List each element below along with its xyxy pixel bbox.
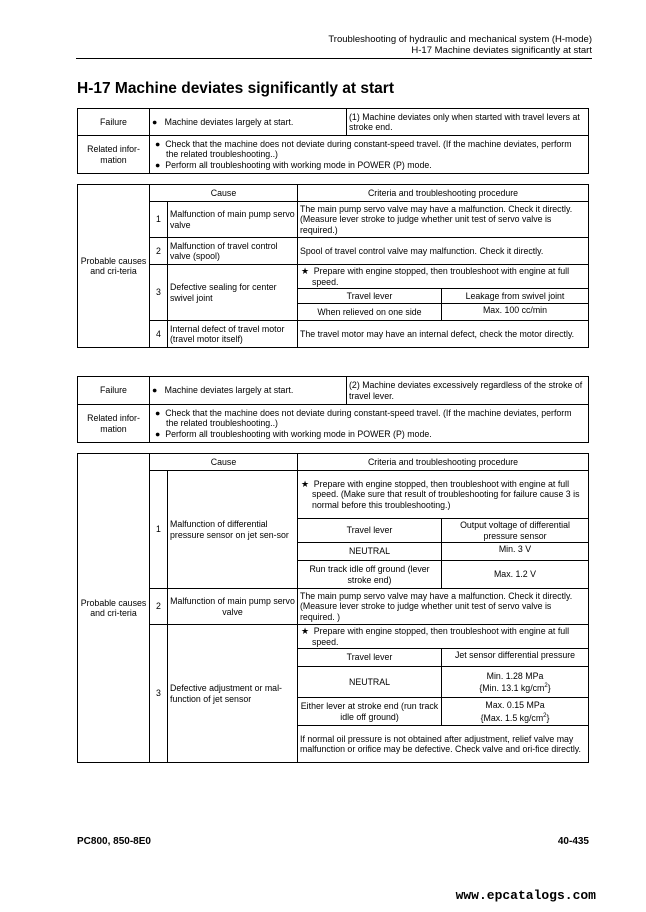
sub-cell: Run track idle off ground (lever stroke end) [298, 561, 442, 589]
cause-text: Defective adjustment or mal-function of jet sensor [168, 625, 298, 763]
criteria-text: Spool of travel control valve may malfunction. Check it directly. [298, 238, 589, 265]
criteria-text: The main pump servo valve may have a malfunction. Check it directly. (Measure lever stroke to judge whether unit test of servo valve is required.) [298, 202, 589, 238]
sub-header: Travel lever [298, 649, 442, 667]
criteria-text: The main pump servo valve may have a malfunction. Check it directly. (Measure lever stroke to judge whether unit test of servo valve is required. ) [298, 589, 589, 625]
header-line-2: H-17 Machine deviates significantly at start [411, 45, 592, 56]
header-line-1: Troubleshooting of hydraulic and mechanical system (H-mode) [328, 34, 592, 45]
failure-case: (1) Machine deviates only when started with travel levers at stroke end. [347, 109, 589, 136]
page-title: H-17 Machine deviates significantly at start [77, 80, 394, 97]
related-info-label: Related infor-mation [78, 136, 150, 174]
cause-number: 2 [150, 589, 168, 625]
sub-cell: Either lever at stroke end (run track idle off ground) [298, 698, 442, 726]
failure-label: Failure [78, 377, 150, 405]
cause-number: 1 [150, 471, 168, 589]
cause-text: Malfunction of travel control valve (spool) [168, 238, 298, 265]
failure-text: ● Machine deviates largely at start. [150, 109, 347, 136]
sub-cell: Max. 1.2 V [442, 561, 589, 589]
related-item: ● Perform all troubleshooting with working mode in POWER (P) mode. [155, 428, 432, 439]
failure-case: (2) Machine deviates excessively regardless of the stroke of travel lever. [347, 377, 589, 405]
failure-table-2 [77, 376, 589, 443]
cause-number: 3 [150, 265, 168, 321]
star-icon: ★ [301, 626, 309, 636]
failure-text: ● Machine deviates largely at start. [150, 377, 347, 405]
related-info-label: Related infor-mation [78, 405, 150, 443]
causes-table-1 [77, 184, 589, 348]
related-info [150, 136, 589, 174]
probable-label: Probable causes and cri-teria [78, 185, 150, 348]
causes-table-2 [77, 453, 589, 763]
sub-cell: NEUTRAL [298, 543, 442, 561]
sub-cell: Min. 3 V [442, 543, 589, 561]
cause-text: Malfunction of main pump servo valve [168, 202, 298, 238]
criteria-text: ★ Prepare with engine stopped, then troubleshoot with engine at full speed. [298, 265, 589, 289]
footer-model: PC800, 850-8E0 [77, 836, 151, 847]
star-icon: ★ [301, 266, 309, 276]
criteria-text: The travel motor may have an internal defect, check the motor directly. [298, 321, 589, 348]
criteria-note: If normal oil pressure is not obtained after adjustment, relief valve may malfunction or orifice may be defective. Check valve and ori-fice directly. [298, 726, 589, 763]
header-rule [76, 58, 592, 59]
sub-cell: Max. 0.15 MPa {Max. 1.5 $kg/cm^2$} [442, 698, 589, 726]
watermark-url: www.epcatalogs.com [455, 888, 596, 903]
probable-label: Probable causes and cri-teria [78, 454, 150, 763]
cause-text: Malfunction of main pump servo valve [168, 589, 298, 625]
sub-cell: Min. 1.28 MPa {Min. 13.1 $kg/cm^2$} [442, 667, 589, 698]
sub-header: Travel lever [298, 289, 442, 304]
footer-page-number: 40-435 [557, 836, 589, 847]
related-item: ● Check that the machine does not deviate during constant-speed travel. (If the machine deviates, perform the related troubleshooting..) [155, 407, 572, 429]
cause-number: 3 [150, 625, 168, 763]
sub-header: Jet sensor differential pressure [442, 649, 589, 667]
related-info [150, 405, 589, 443]
cause-number: 2 [150, 238, 168, 265]
cause-text: Internal defect of travel motor (travel motor itself) [168, 321, 298, 348]
cause-header: Cause [150, 185, 298, 202]
sub-header: Travel lever [298, 519, 442, 543]
running-header [328, 34, 592, 56]
related-item: ● Check that the machine does not deviate during constant-speed travel. (If the machine deviates, perform the related troubleshooting..) [155, 138, 572, 160]
failure-label: Failure [78, 109, 150, 136]
cause-header: Cause [150, 454, 298, 471]
related-item: ● Perform all troubleshooting with working mode in POWER (P) mode. [155, 159, 432, 170]
sub-header: Leakage from swivel joint [442, 289, 589, 304]
sub-cell: NEUTRAL [298, 667, 442, 698]
criteria-header: Criteria and troubleshooting procedure [298, 185, 589, 202]
failure-table-1 [77, 108, 589, 174]
cause-text: Defective sealing for center swivel joint [168, 265, 298, 321]
criteria-text: ★ Prepare with engine stopped, then troubleshoot with engine at full speed. (Make sure that result of troubleshooting for failure cause 3 is normal before this troubleshooting.) [298, 471, 589, 519]
sub-cell: When relieved on one side [298, 304, 442, 321]
cause-number: 1 [150, 202, 168, 238]
sub-cell: Max. 100 cc/min [442, 304, 589, 321]
cause-number: 4 [150, 321, 168, 348]
criteria-header: Criteria and troubleshooting procedure [298, 454, 589, 471]
star-icon: ★ [301, 478, 309, 489]
criteria-text: ★ Prepare with engine stopped, then troubleshoot with engine at full speed. [298, 625, 589, 649]
sub-header: Output voltage of differential pressure sensor [442, 519, 589, 543]
cause-text: Malfunction of differential pressure sensor on jet sen-sor [168, 471, 298, 589]
